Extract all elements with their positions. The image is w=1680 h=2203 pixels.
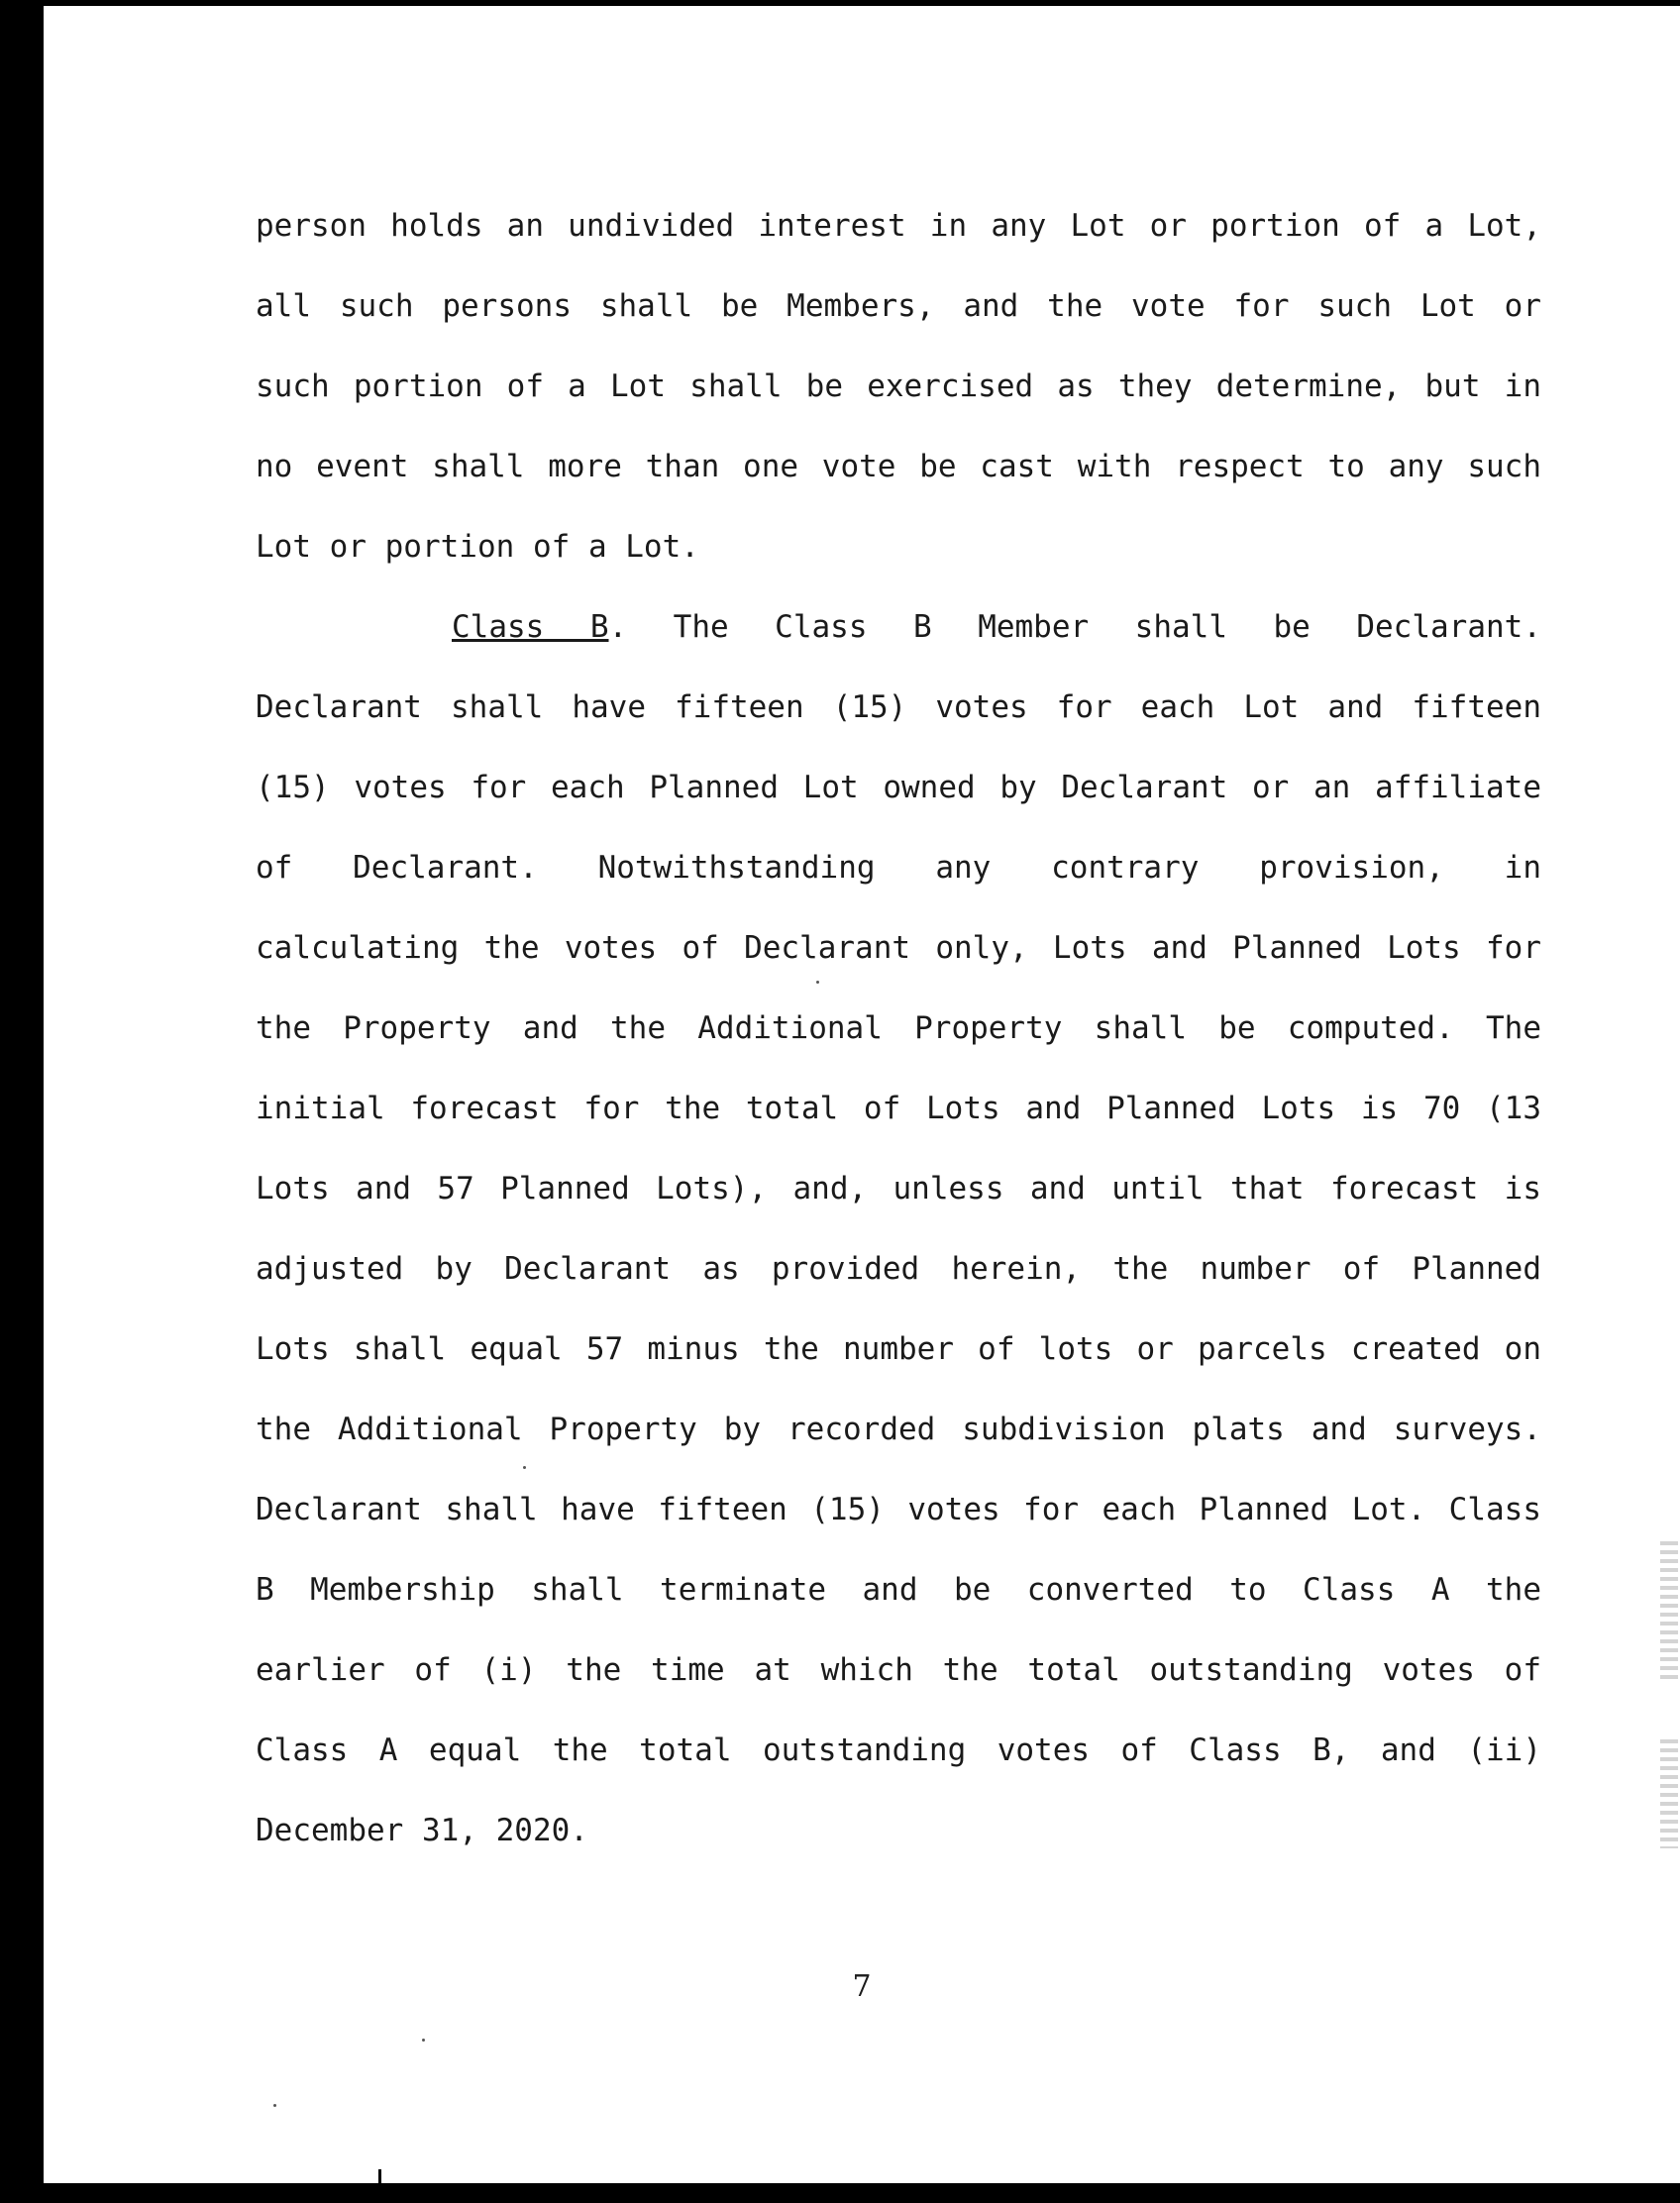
text-line: no event shall more than one vote be cast with respect to any such [256,449,1541,484]
text-line: of Declarant. Notwithstanding any contrary provision, in [256,850,1541,886]
text-line: Lot or portion of a Lot. [256,529,699,565]
page-number: 7 [852,1969,872,2004]
text-line: person holds an undivided interest in any Lot or portion of a Lot, [256,208,1541,244]
text-line: (15) votes for each Planned Lot owned by Declarant or an affiliate [256,770,1541,805]
text-line: Class A equal the total outstanding votes of Class B, and (ii) [256,1732,1541,1768]
text-line: such portion of a Lot shall be exercised as they determine, but in [256,368,1541,404]
text-line: all such persons shall be Members, and the vote for such Lot or [256,288,1541,324]
scan-speck [523,1466,526,1469]
text-line: December 31, 2020. [256,1813,588,1848]
text-line: B Membership shall terminate and be converted to Class A the [256,1572,1541,1608]
scan-mark [378,2169,381,2183]
class-b-line [256,605,1541,649]
text-line: Declarant shall have fifteen (15) votes for each Lot and fifteen [256,689,1541,725]
scan-speck [816,981,819,984]
text-line: adjusted by Declarant as provided herein, the number of Planned [256,1251,1541,1287]
text-line: Lots shall equal 57 minus the number of lots or parcels created on [256,1331,1541,1367]
margin-stamp [1660,1541,1678,1680]
class-b-line-rest: . The Class B Member shall be Declarant. [608,609,1541,645]
margin-stamp [1660,1739,1678,1848]
text-line: Declarant shall have fifteen (15) votes for each Planned Lot. Class [256,1492,1541,1527]
text-line: calculating the votes of Declarant only, Lots and Planned Lots for [256,930,1541,966]
text-line: the Property and the Additional Property shall be computed. The [256,1010,1541,1046]
text-line: earlier of (i) the time at which the total outstanding votes of [256,1652,1541,1688]
text-line: initial forecast for the total of Lots and Planned Lots is 70 (13 [256,1091,1541,1126]
text-line: the Additional Property by recorded subdivision plats and surveys. [256,1412,1541,1447]
scan-speck [273,2104,276,2107]
class-b-heading: Class B [452,609,609,645]
scan-speck [422,2039,425,2042]
document-page [44,6,1680,2183]
text-line: Lots and 57 Planned Lots), and, unless and until that forecast is [256,1171,1541,1206]
